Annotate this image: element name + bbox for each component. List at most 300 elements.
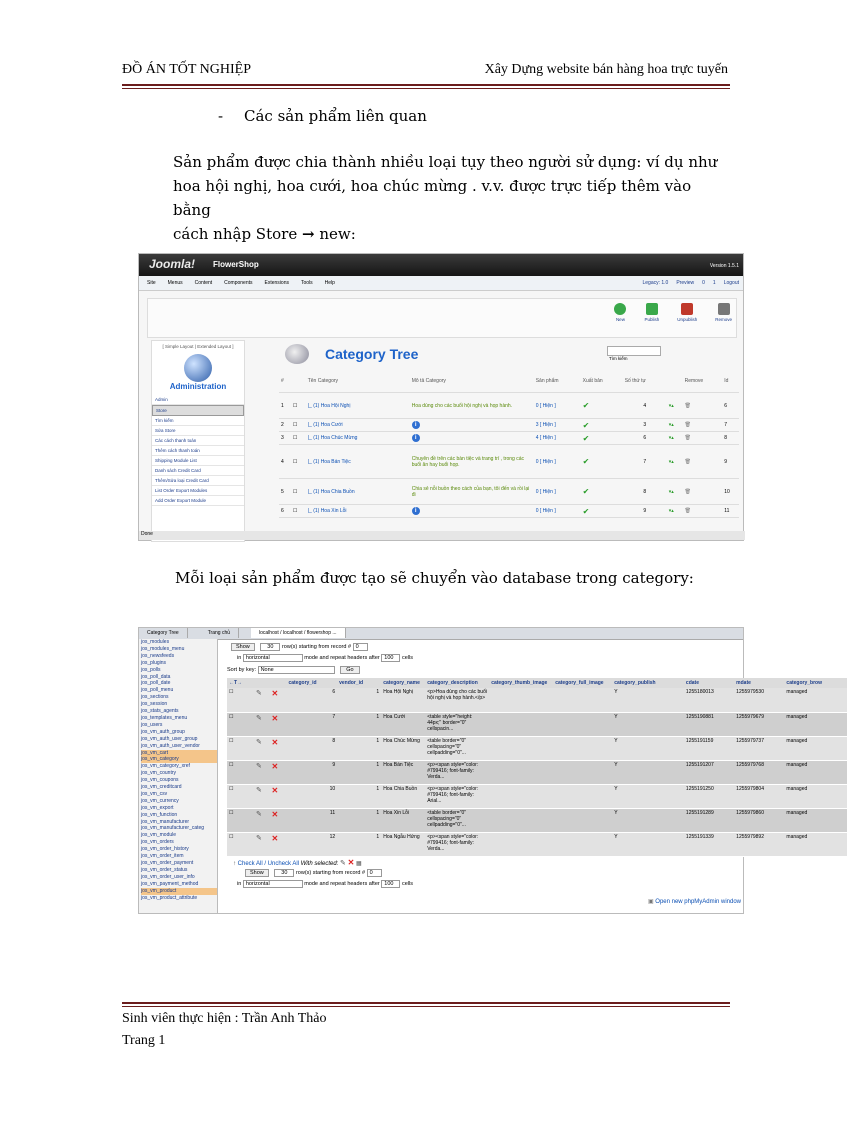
row-number: 2 [279, 419, 291, 432]
filter-input[interactable] [607, 346, 661, 356]
product-count[interactable]: 0 [ Hiện ] [534, 505, 581, 518]
repeat-input[interactable]: 100 [381, 654, 400, 662]
sidebar-table-link[interactable]: jos_vm_product [141, 888, 217, 895]
sidebar-table-link[interactable]: jos_vm_order_history [141, 846, 189, 853]
published-check-icon[interactable]: ✔ [581, 419, 623, 432]
paragraph-2: Mỗi loại sản phẩm được tạo sẽ chuyển vào database trong category: [175, 569, 694, 587]
sidebar-table-link[interactable]: jos_poll_data [141, 673, 171, 680]
column-header[interactable]: mdate [734, 678, 784, 688]
sidebar-item[interactable]: Danh sách Credit Card [152, 466, 244, 476]
category-browse: managed [784, 736, 847, 760]
sidebar-item[interactable]: Admin [152, 395, 244, 405]
toolbar-new-button[interactable] [614, 303, 626, 322]
full-image [553, 688, 612, 712]
published-check-icon[interactable]: ✔ [581, 432, 623, 445]
column-header: # [279, 370, 291, 393]
in-label: in [237, 655, 242, 661]
order-input[interactable]: 6 [623, 432, 667, 445]
sidebar-item[interactable]: Thêm cách thanh toán [152, 446, 244, 456]
category-publish: Y [612, 832, 684, 856]
category-description: <p><span style="color: #799416; font-family: Verda... [425, 760, 489, 784]
check-all-link[interactable]: Check All / Uncheck All [237, 861, 300, 867]
category-browse: managed [784, 712, 847, 736]
para1-line3-a: cách nhập Store [173, 225, 298, 243]
column-header: Remove [683, 370, 723, 393]
page-title: Category Tree [325, 346, 419, 362]
mode-select-bottom[interactable]: horizontal [243, 880, 303, 888]
sidebar-table-link[interactable]: jos_vm_orders [141, 839, 174, 846]
sidebar-table-link[interactable]: jos_vm_order_status [141, 866, 188, 873]
sidebar-item[interactable]: Sửa Store [152, 426, 244, 436]
category-id: 8 [722, 432, 739, 445]
browser-tab[interactable]: Category Tree [139, 628, 188, 638]
row-checkbox[interactable]: ☐ [227, 760, 254, 784]
row-checkbox[interactable]: ☐ [291, 445, 306, 479]
category-name: Hoa Hội Nghị [381, 688, 425, 712]
edit-pencil-icon[interactable]: ✎ [254, 784, 270, 808]
toolbar-label: Unpublish [677, 317, 698, 322]
table-row [279, 393, 739, 419]
product-count[interactable]: 4 [ Hiện ] [534, 432, 581, 445]
toolbar-panel [147, 298, 737, 338]
show-controls-bottom [245, 870, 382, 876]
sidebar-table-link[interactable]: jos_users [141, 721, 163, 728]
column-header[interactable]: category_description [425, 678, 489, 688]
thumb-image [489, 784, 553, 808]
category-publish: Y [612, 688, 684, 712]
starting-text-bottom: row(s) starting from record # [295, 870, 366, 876]
toolbar-label: Publish [644, 317, 660, 322]
column-header: Mô tả Category [410, 370, 534, 393]
edit-pencil-icon[interactable]: ✎ [254, 736, 270, 760]
pma-table-wrap [227, 678, 822, 857]
menu-tools[interactable]: Tools [300, 280, 313, 286]
category-id: 7 [286, 712, 337, 736]
info-icon: i [412, 434, 420, 442]
mode-select[interactable]: horizontal [243, 654, 303, 662]
row-checkbox[interactable]: ☐ [227, 808, 254, 832]
footer-page: Trang 1 [122, 1033, 166, 1048]
sidebar-table-link[interactable]: jos_vm_currency [141, 797, 179, 804]
go-button[interactable]: Go [340, 666, 359, 674]
category-id: 8 [286, 736, 337, 760]
category-browse: managed [784, 688, 847, 712]
row-checkbox[interactable]: ☐ [227, 784, 254, 808]
sidebar-table-link[interactable]: jos_stats_agents [141, 708, 179, 715]
row-number: 5 [279, 479, 291, 505]
category-name[interactable]: |_ (1) Hoa Chia Buồn [306, 479, 410, 505]
table-row [279, 479, 739, 505]
category-description: <p><span style="color: #799416; font-family: Verda... [425, 832, 489, 856]
sidebar-table-link[interactable]: jos_vm_payment_method [141, 880, 199, 887]
sort-arrows: ←T→ [227, 678, 254, 688]
row-checkbox[interactable]: ☐ [291, 393, 306, 419]
mdate: 1255979768 [734, 760, 784, 784]
published-check-icon[interactable]: ✔ [581, 393, 623, 419]
info-icon: i [412, 507, 420, 515]
column-header[interactable]: vendor_id [337, 678, 381, 688]
bullet-item: Các sản phẩm liên quan [244, 107, 427, 125]
layout-links[interactable]: [ Simple Layout | Extended Layout ] [162, 344, 234, 349]
repeat-input-bottom[interactable]: 100 [381, 880, 400, 888]
delete-x-icon[interactable]: ✕ [270, 808, 287, 832]
mdate: 1255979804 [734, 784, 784, 808]
sort-controls [227, 667, 360, 673]
category-name: Hoa Bán Tiệc [381, 760, 425, 784]
toolbar-publish-button[interactable] [644, 303, 659, 322]
menu-help[interactable]: Help [324, 280, 335, 286]
sidebar-table-link[interactable]: jos_sections [141, 694, 169, 701]
cdate: 1255180013 [684, 688, 734, 712]
delete-x-icon[interactable]: ✕ [270, 688, 287, 712]
show-button-bottom[interactable]: Show [245, 869, 269, 877]
sidebar-table-link[interactable]: jos_vm_category_xref [141, 763, 190, 770]
delete-x-icon[interactable]: ✕ [270, 712, 287, 736]
cells-text-bottom: cells [401, 881, 413, 887]
pma-sidebar [139, 639, 218, 913]
header-left: ĐỒ ÁN TỐT NGHIỆP [122, 62, 251, 77]
menu-components[interactable]: Components [224, 280, 253, 286]
table-row [279, 505, 739, 518]
table-row [279, 445, 739, 479]
product-count[interactable]: 3 [ Hiện ] [534, 419, 581, 432]
table-row [227, 760, 847, 784]
toolbar-label: Remove [715, 317, 732, 322]
start-input-bottom[interactable]: 0 [367, 869, 382, 877]
product-count[interactable]: 0 [ Hiện ] [534, 479, 581, 505]
sidebar-item[interactable]: List Order Export Modules [152, 486, 244, 496]
category-description [410, 505, 534, 518]
show-button[interactable]: Show [231, 643, 255, 651]
sidebar-table-link[interactable]: jos_polls [141, 666, 161, 673]
para1-line1: Sản phẩm được chia thành nhiều loại tụy theo người sử dụng: ví dụ như [173, 153, 718, 171]
menu-content[interactable]: Content [194, 280, 213, 286]
edit-col [254, 678, 270, 688]
sidebar-table-link[interactable]: jos_vm_auth_group [141, 728, 185, 735]
category-id: 11 [722, 505, 739, 518]
mdate: 1255979737 [734, 736, 784, 760]
category-browse: managed [784, 784, 847, 808]
row-checkbox[interactable]: ☐ [291, 432, 306, 445]
mdate: 1255979892 [734, 832, 784, 856]
vendor-id: 1 [337, 784, 381, 808]
menu-site[interactable]: Site [147, 280, 156, 286]
start-input[interactable]: 0 [353, 643, 368, 651]
reorder-arrows-icon[interactable]: ▾▴ [667, 479, 683, 505]
column-header[interactable]: category_name [381, 678, 425, 688]
filter-label: Tìm kiếm [609, 356, 628, 361]
footer-rule-thin [122, 1006, 730, 1007]
category-publish: Y [612, 808, 684, 832]
delete-x-icon[interactable]: ✕ [270, 760, 287, 784]
row-number: 1 [279, 393, 291, 419]
paragraph-1 [173, 150, 733, 246]
sidebar-table-link[interactable]: jos_poll_date [141, 680, 171, 687]
sidebar-item[interactable]: Tìm kiếm [152, 416, 244, 426]
category-tree-icon [285, 344, 309, 364]
published-check-icon[interactable]: ✔ [581, 505, 623, 518]
table-row [279, 419, 739, 432]
toolbar-remove-button[interactable] [715, 303, 732, 322]
sidebar-table-link[interactable]: jos_session [141, 701, 168, 708]
sidebar-table-link[interactable]: jos_vm_category [141, 756, 217, 763]
trash-icon[interactable]: 🗑 [683, 445, 723, 479]
sidebar-table-link[interactable]: jos_plugins [141, 659, 167, 666]
sidebar-table-link[interactable]: jos_vm_manufacturer [141, 818, 190, 825]
full-image [553, 832, 612, 856]
column-header[interactable]: category_full_image [553, 678, 612, 688]
pencil-icon[interactable]: ✎ [340, 860, 346, 867]
category-publish: Y [612, 736, 684, 760]
sidebar-table-link[interactable]: jos_vm_module [141, 832, 177, 839]
sidebar-table-link[interactable]: jos_vm_creditcard [141, 784, 182, 791]
open-window-text[interactable]: Open new phpMyAdmin window [655, 899, 741, 905]
published-check-icon[interactable]: ✔ [581, 445, 623, 479]
sidebar-table-link[interactable]: jos_vm_order_item [141, 853, 184, 860]
cdate: 1255191159 [684, 736, 734, 760]
para1-line2: hoa hội nghị, hoa cưới, hoa chúc mừng . v.v. được trực tiếp thêm vào bằng [173, 177, 692, 219]
category-description [410, 479, 534, 505]
thumb-image [489, 688, 553, 712]
vendor-id: 1 [337, 832, 381, 856]
sidebar-table-link[interactable]: jos_newsfeeds [141, 652, 175, 659]
mode-controls-bottom [237, 881, 413, 887]
category-publish: Y [612, 760, 684, 784]
header-rule [122, 84, 730, 86]
export-icon[interactable]: ▦ [355, 861, 362, 867]
row-checkbox[interactable]: ☐ [227, 736, 254, 760]
trash-icon[interactable]: 🗑 [683, 479, 723, 505]
sidebar-item[interactable]: Add Order Export Module [152, 496, 244, 506]
version: Version 1.5.1 [709, 263, 739, 269]
trash-icon[interactable]: 🗑 [683, 432, 723, 445]
category-name[interactable]: |_ (1) Hoa Bán Tiệc [306, 445, 410, 479]
table-row [227, 736, 847, 760]
show-rows-input-bottom[interactable]: 30 [274, 869, 294, 877]
globe-icon [184, 354, 212, 382]
column-header[interactable]: category_id [286, 678, 337, 688]
row-number: 6 [279, 505, 291, 518]
table-row [227, 712, 847, 736]
vendor-id: 1 [337, 712, 381, 736]
thumb-image [489, 832, 553, 856]
category-id: 9 [286, 760, 337, 784]
category-description: <table border="0" cellspacing="0" cellpadding="0"... [425, 736, 489, 760]
remove-icon [718, 303, 730, 315]
browser-tab[interactable]: localhost / localhost / flowershop ... [251, 628, 346, 638]
row-checkbox[interactable]: ☐ [227, 688, 254, 712]
sidebar-table-link[interactable]: jos_vm_order_payment [141, 860, 194, 866]
mdate: 1255979530 [734, 688, 784, 712]
toolbar-unpublish-button[interactable] [677, 303, 697, 322]
cdate: 1255191289 [684, 808, 734, 832]
new-icon [614, 303, 626, 315]
edit-pencil-icon[interactable]: ✎ [254, 808, 270, 832]
footer-student: Sinh viên thực hiện : Trần Anh Thảo [122, 1011, 327, 1026]
browser-tabs [139, 628, 743, 640]
sidebar-table-link[interactable]: jos_vm_cart [141, 750, 217, 757]
site-name: FlowerShop [213, 260, 259, 269]
column-header[interactable]: category_publish [612, 678, 684, 688]
sidebar-table-link[interactable]: jos_vm_product_attribute [141, 894, 198, 901]
joomla-header [139, 254, 743, 276]
reorder-arrows-icon[interactable]: ▾▴ [667, 419, 683, 432]
category-name[interactable]: |_ (1) Hoa Xin Lỗi [306, 505, 410, 518]
category-name: Hoa Chúc Mừng [381, 736, 425, 760]
row-number: 4 [279, 445, 291, 479]
sidebar-table-link[interactable]: jos_vm_coupons [141, 777, 179, 784]
sidebar-table-link[interactable]: jos_modules [141, 639, 170, 645]
table-row [279, 432, 739, 445]
sort-select[interactable]: None [258, 666, 335, 674]
trash-icon[interactable]: 🗑 [683, 419, 723, 432]
order-input[interactable]: 3 [623, 419, 667, 432]
trash-icon[interactable]: 🗑 [683, 505, 723, 518]
category-description: <table style="height: 44px;" border="0" cellspacin... [425, 712, 489, 736]
category-name: Hoa Cưới [381, 712, 425, 736]
unpublish-icon [681, 303, 693, 315]
delete-icon[interactable]: ✕ [347, 858, 355, 867]
row-checkbox[interactable]: ☐ [291, 505, 306, 518]
category-publish: Y [612, 712, 684, 736]
status-bar: Done [139, 531, 745, 540]
trash-icon[interactable]: 🗑 [683, 393, 723, 419]
thumb-image [489, 736, 553, 760]
status-item[interactable]: Preview [676, 280, 695, 286]
column-header[interactable]: cdate [684, 678, 734, 688]
column-header: Xuất bản [581, 370, 623, 393]
order-input[interactable]: 8 [623, 479, 667, 505]
bullet-dash: - [218, 107, 224, 125]
header-rule-thin [122, 88, 730, 89]
admin-label: Administration [169, 382, 227, 391]
delete-x-icon[interactable]: ✕ [270, 784, 287, 808]
menu-menus[interactable]: Menus [167, 280, 183, 286]
cdate: 1255191339 [684, 832, 734, 856]
sidebar-table-link[interactable]: jos_modules_menu [141, 645, 185, 652]
thumb-image [489, 760, 553, 784]
sidebar-table-link[interactable]: jos_vm_auth_user_vendor [141, 742, 200, 749]
product-count[interactable]: 0 [ Hiện ] [534, 393, 581, 419]
reorder-arrows-icon[interactable]: ▾▴ [667, 505, 683, 518]
column-header[interactable]: category_thumb_image [489, 678, 553, 688]
sidebar-table-link[interactable]: jos_vm_csv [141, 790, 168, 797]
category-description [410, 419, 534, 432]
delete-x-icon[interactable]: ✕ [270, 736, 287, 760]
row-checkbox[interactable]: ☐ [227, 712, 254, 736]
row-number: 3 [279, 432, 291, 445]
check-all-row [233, 858, 362, 867]
sidebar-table-link[interactable]: jos_poll_menu [141, 687, 174, 694]
para1-line3-b: new: [319, 225, 356, 243]
order-input[interactable]: 7 [623, 445, 667, 479]
status-item: 1 [712, 280, 716, 286]
category-name[interactable]: |_ (1) Hoa Chúc Mừng [306, 432, 410, 445]
order-input[interactable]: 9 [623, 505, 667, 518]
pma-screenshot [138, 627, 822, 914]
category-description [410, 393, 534, 419]
category-id: 6 [286, 688, 337, 712]
para1-line3 [173, 222, 733, 246]
reorder-arrows-icon[interactable]: ▾▴ [667, 445, 683, 479]
row-checkbox[interactable]: ☐ [291, 479, 306, 505]
sidebar-table-link[interactable]: jos_vm_manufacturer_categ [141, 825, 205, 832]
category-id: 11 [286, 808, 337, 832]
sidebar-table-link[interactable]: jos_vm_country [141, 770, 177, 777]
product-count[interactable]: 0 [ Hiện ] [534, 445, 581, 479]
sidebar-table-link[interactable]: jos_vm_order_user_info [141, 873, 195, 880]
browser-tab[interactable]: Trang chủ [200, 628, 239, 638]
mdate: 1255979860 [734, 808, 784, 832]
sidebar-table-link[interactable]: jos_templates_menu [141, 714, 188, 721]
column-header: Id [722, 370, 739, 393]
category-name[interactable]: |_ (1) Hoa Hội Nghị [306, 393, 410, 419]
cdate: 1255191250 [684, 784, 734, 808]
category-publish: Y [612, 784, 684, 808]
table-row [227, 832, 847, 856]
joomla-menubar [139, 276, 743, 291]
sidebar-item[interactable]: Shipping Module List [152, 456, 244, 466]
open-window-link[interactable] [648, 898, 741, 905]
column-header: Số thứ tự [623, 370, 667, 393]
full-image [553, 808, 612, 832]
reorder-arrows-icon[interactable]: ▾▴ [667, 432, 683, 445]
cdate: 1255190881 [684, 712, 734, 736]
delete-x-icon[interactable]: ✕ [270, 832, 287, 856]
description-text: Hoa dùng cho các buổi hội nghị và họp hành. [411, 402, 513, 409]
status-item[interactable]: Legacy: 1.0 [642, 280, 669, 286]
cells-text: cells [401, 655, 413, 661]
category-name: Hoa Chia Buồn [381, 784, 425, 808]
window-icon: ▣ [647, 899, 654, 905]
mode-text-bottom: mode and repeat headers after [304, 881, 380, 887]
edit-pencil-icon[interactable]: ✎ [254, 760, 270, 784]
thumb-image [489, 808, 553, 832]
show-rows-input[interactable]: 30 [260, 643, 280, 651]
order-input[interactable]: 4 [623, 393, 667, 419]
category-id: 9 [722, 445, 739, 479]
edit-pencil-icon[interactable]: ✎ [254, 832, 270, 856]
sort-label: Sort by key: [227, 667, 257, 673]
sidebar-item[interactable]: Store [152, 405, 244, 416]
sidebar-table-link[interactable]: jos_vm_export [141, 804, 174, 811]
cdate: 1255191207 [684, 760, 734, 784]
sidebar-item[interactable]: Thêm/Sửa loại Credit Card [152, 476, 244, 486]
status-item[interactable]: Logout [723, 280, 739, 286]
column-header[interactable]: category_brow [784, 678, 847, 688]
reorder-arrows-icon[interactable]: ▾▴ [667, 393, 683, 419]
column-header: Sản phẩm [534, 370, 581, 393]
full-image [553, 712, 612, 736]
sidebar-table-link[interactable]: jos_vm_function [141, 811, 178, 818]
footer-rule [122, 1002, 730, 1004]
category-browse: managed [784, 760, 847, 784]
row-checkbox[interactable]: ☐ [291, 419, 306, 432]
sidebar-table-link[interactable]: jos_vm_auth_user_group [141, 735, 198, 742]
published-check-icon[interactable]: ✔ [581, 479, 623, 505]
category-name[interactable]: |_ (1) Hoa Cưới [306, 419, 410, 432]
row-checkbox[interactable]: ☐ [227, 832, 254, 856]
mode-text: mode and repeat headers after [304, 655, 380, 661]
edit-pencil-icon[interactable]: ✎ [254, 712, 270, 736]
edit-pencil-icon[interactable]: ✎ [254, 688, 270, 712]
header-right: Xây Dựng website bán hàng hoa trực tuyến [484, 62, 728, 77]
category-browse: managed [784, 832, 847, 856]
right-arrow-icon: → [301, 225, 315, 243]
vendor-id: 1 [337, 736, 381, 760]
menu-extensions[interactable]: Extensions [264, 280, 289, 286]
sidebar-item[interactable]: Các cách thanh toán [152, 436, 244, 446]
